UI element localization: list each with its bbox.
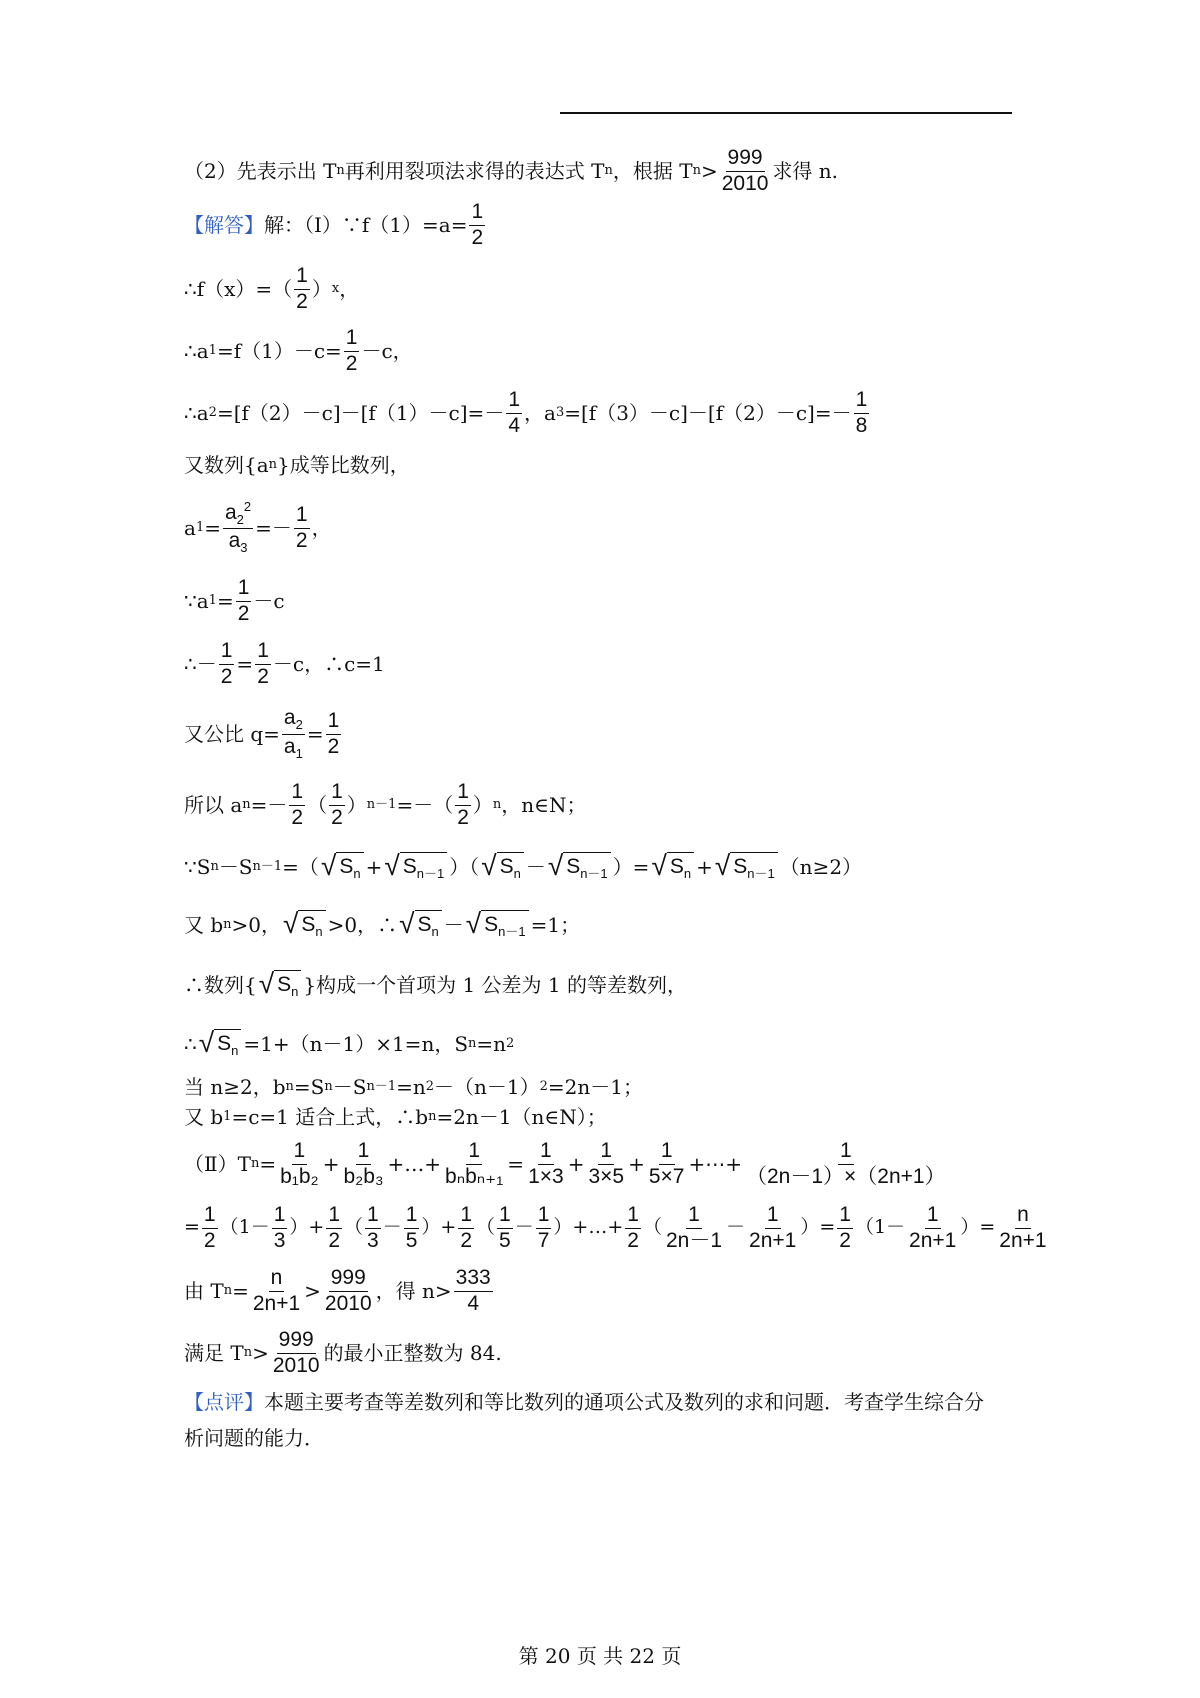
square-root: √ $S_{n-1}$ (548, 852, 611, 881)
square-root: √ $S_{n-1}$ (466, 910, 529, 939)
fraction: $\frac{1}{2n+1}$ (749, 1203, 797, 1252)
square-root: √ $S_n$ (259, 970, 302, 999)
fraction: $\frac{1}{\text{b₂b₃}}$ (343, 1139, 384, 1188)
fraction: $\frac{1}{\text{b₁b₂}}$ (280, 1139, 319, 1188)
math-line: 又数列{a n }成等比数列， (184, 452, 410, 477)
fraction: $\frac{1}{3}$ (367, 1203, 379, 1252)
square-root: √ $S_n$ (399, 910, 442, 939)
fraction: $\frac{1}{2}$ (345, 326, 358, 375)
answer-tag: 【解答】 (184, 212, 264, 237)
answer-start-line: 【解答】 解：（Ⅰ）∵f（1）=a= $\frac{1}{2}$ (184, 200, 484, 249)
header-rule (560, 112, 1012, 114)
analysis-line: （2）先表示出 T n 再利用裂项法求得的表达式 T n ，根据 T n > $\frac{999}{2010}$ 求得 n. (184, 146, 839, 195)
math-line: 满足 T n > $\frac{999}{2010}$ 的最小正整数为 84. (184, 1328, 502, 1377)
fraction: $\frac{1}{2}$ (457, 780, 469, 829)
fraction: $\frac{1}{\text{bₙbₙ₊₁}}$ (445, 1139, 504, 1188)
fraction: $\frac{1}{2}$ (237, 576, 250, 625)
solution-content (184, 146, 1047, 1456)
fraction: $\frac{1}{5}$ (499, 1203, 511, 1252)
math-line: 当 n≥2，b n =S n －S n－1 =n 2 －（n－1） 2 =2n－1； (184, 1074, 644, 1099)
fraction: $\frac{1}{2}$ (460, 1203, 473, 1252)
fraction: $\frac{1}{2}$ (627, 1203, 639, 1252)
math-line: ∵a 1 = $\frac{1}{2}$ －c (184, 576, 285, 625)
fraction: $\frac{1}{(2n-1)\times(2n+1)}$ (745, 1139, 946, 1188)
page-footer: 第 20 页 共 22 页 (518, 1644, 682, 1668)
fraction: $\frac{1}{2}$ (471, 200, 484, 249)
fraction: $\frac{n}{2n+1}$ (252, 1266, 301, 1315)
square-root: √ $S_{n-1}$ (715, 852, 778, 881)
fraction: $\frac{1}{2}$ (291, 780, 304, 829)
fraction: $\frac{1}{8}$ (855, 388, 868, 437)
math-line: 又 b n >0， √ $S_n$ >0，∴ √ $S_n$ － √ $S_{n-1}$ =1； (184, 908, 581, 940)
fraction: $\frac{1}{2}$ (331, 780, 343, 829)
math-line: 所以 a n =－ $\frac{1}{2}$ （ $\frac{1}{2}$ ） n－1 =－（ $\frac{1}{2}$ ） n ，n∈N； (184, 780, 587, 829)
fraction: $\frac{1}{2}$ (295, 503, 308, 552)
square-root: √ $S_{n-1}$ (384, 852, 447, 881)
fraction: $\frac{1}{2}$ (220, 639, 233, 688)
fraction: $\frac{1}{3\times 5}$ (588, 1139, 625, 1188)
comment-tag: 【点评】 (184, 1390, 264, 1414)
fraction: $\frac{a_2}{a_1}$ (283, 706, 303, 761)
comment-line: 析问题的能力． (184, 1426, 324, 1450)
fraction: $\frac{1}{5}$ (405, 1203, 418, 1252)
fraction: $\frac{1}{4}$ (508, 388, 521, 437)
square-root: √ $S_n$ (283, 910, 326, 939)
math-line: 由 T n = $\frac{n}{2n+1}$ > $\frac{999}{2010}$ ，得 n> $\frac{333}{4}$ (184, 1266, 491, 1315)
fraction: $\frac{1}{2}$ (257, 639, 269, 688)
math-line: ∴a 2 =[f（2）－c]－[f（1）－c]=－ $\frac{1}{4}$ ，a 3 =[f（3）－c]－[f（2）－c]=－ $\frac{1}{8}$ (184, 388, 868, 437)
square-root: √ $S_n$ (481, 852, 524, 881)
fraction: $\frac{999}{2010}$ (272, 1328, 320, 1377)
comment-line: 【点评】本题主要考查等差数列和等比数列的通项公式及数列的求和问题．考查学生综合分 (184, 1390, 984, 1414)
fraction: $\frac{1}{2}$ (296, 264, 308, 313)
math-line: ∴ √ $S_n$ =1+（n－1）×1=n，S n =n 2 (184, 1027, 515, 1059)
math-line: ∴f（x）=（ $\frac{1}{2}$ ） x ， (184, 264, 360, 313)
fraction: $\frac{999}{2010}$ (324, 1266, 372, 1315)
fraction: $\frac{n}{2n+1}$ (999, 1203, 1047, 1252)
fraction: $\frac{1}{2}$ (327, 709, 340, 758)
fraction: $\frac{1}{2}$ (203, 1203, 216, 1252)
square-root: √ $S_n$ (199, 1029, 242, 1058)
square-root: √ $S_n$ (651, 852, 694, 881)
math-line: a 1 = $\frac{a_2^2}{a_3}$ =－ $\frac{1}{2}$ ， (184, 498, 332, 556)
fraction: $\frac{1}{3}$ (273, 1203, 286, 1252)
math-line: ∴－ $\frac{1}{2}$ = $\frac{1}{2}$ －c，∴c=1 (184, 639, 385, 688)
fraction: $\frac{a_2^2}{a_3}$ (224, 498, 252, 556)
fraction: $\frac{1}{7}$ (537, 1203, 550, 1252)
math-line: ∴a 1 =f（1）－c= $\frac{1}{2}$ －c， (184, 326, 413, 375)
fraction: $\frac{1}{2n+1}$ (909, 1203, 957, 1252)
math-line: （Ⅱ）T n = $\frac{1}{\text{b₁b₂}}$ + $\frac{1}{\text{b₂b₃}}$ +…+ $\frac{1}{\text{bₙbₙ₊₁}}$ = $\frac{1}{1\times 3}$ + $\frac{1}{3\times 5}$ + $\frac{1}{5\times 7}$ +⋯+ $\frac{1}{(2n-1)\times(2n+1)}$ (184, 1139, 946, 1188)
fraction: $\frac{333}{4}$ (455, 1266, 491, 1315)
fraction: $\frac{1}{2}$ (328, 1203, 340, 1252)
math-line: 又 b 1 =c=1 适合上式，∴b n =2n－1（n∈N）； (184, 1104, 607, 1129)
fraction: $\frac{1}{1\times 3}$ (528, 1139, 564, 1188)
math-line: = $\frac{1}{2}$ （1－ $\frac{1}{3}$ ）+ $\frac{1}{2}$ （ $\frac{1}{3}$ － $\frac{1}{5}$ ）+ $\frac{1}{2}$ （ $\frac{1}{5}$ － $\frac{1}{7}$ ）+…+ $\frac{1}{2}$ （ $\frac{1}{2n-1}$ － $\frac{1}{2n+1}$ ）= $\frac{1}{2}$ （1－ $\frac{1}{2n+1}$ ）= $\frac{n}{2n+1}$ (184, 1203, 1047, 1252)
math-line: ∵S n －S n－1 =（ √ $S_n$ + √ $S_{n-1}$ ）（ √ $S_n$ － √ $S_{n-1}$ ）= √ $S_n$ + √ $S_{n-1}$ （n≥2） (184, 850, 863, 882)
fraction: $\frac{999}{2010}$ (721, 146, 769, 195)
fraction: $\frac{1}{5\times 7}$ (648, 1139, 685, 1188)
fraction: $\frac{1}{2n-1}$ (665, 1203, 723, 1252)
fraction: $\frac{1}{2}$ (839, 1203, 851, 1252)
math-line: ∴数列{ √ $S_n$ }构成一个首项为 1 公差为 1 的等差数列， (184, 968, 687, 1000)
math-line: 又公比 q= $\frac{a_2}{a_1}$ = $\frac{1}{2}$ (184, 706, 340, 761)
square-root: √ $S_n$ (321, 852, 364, 881)
